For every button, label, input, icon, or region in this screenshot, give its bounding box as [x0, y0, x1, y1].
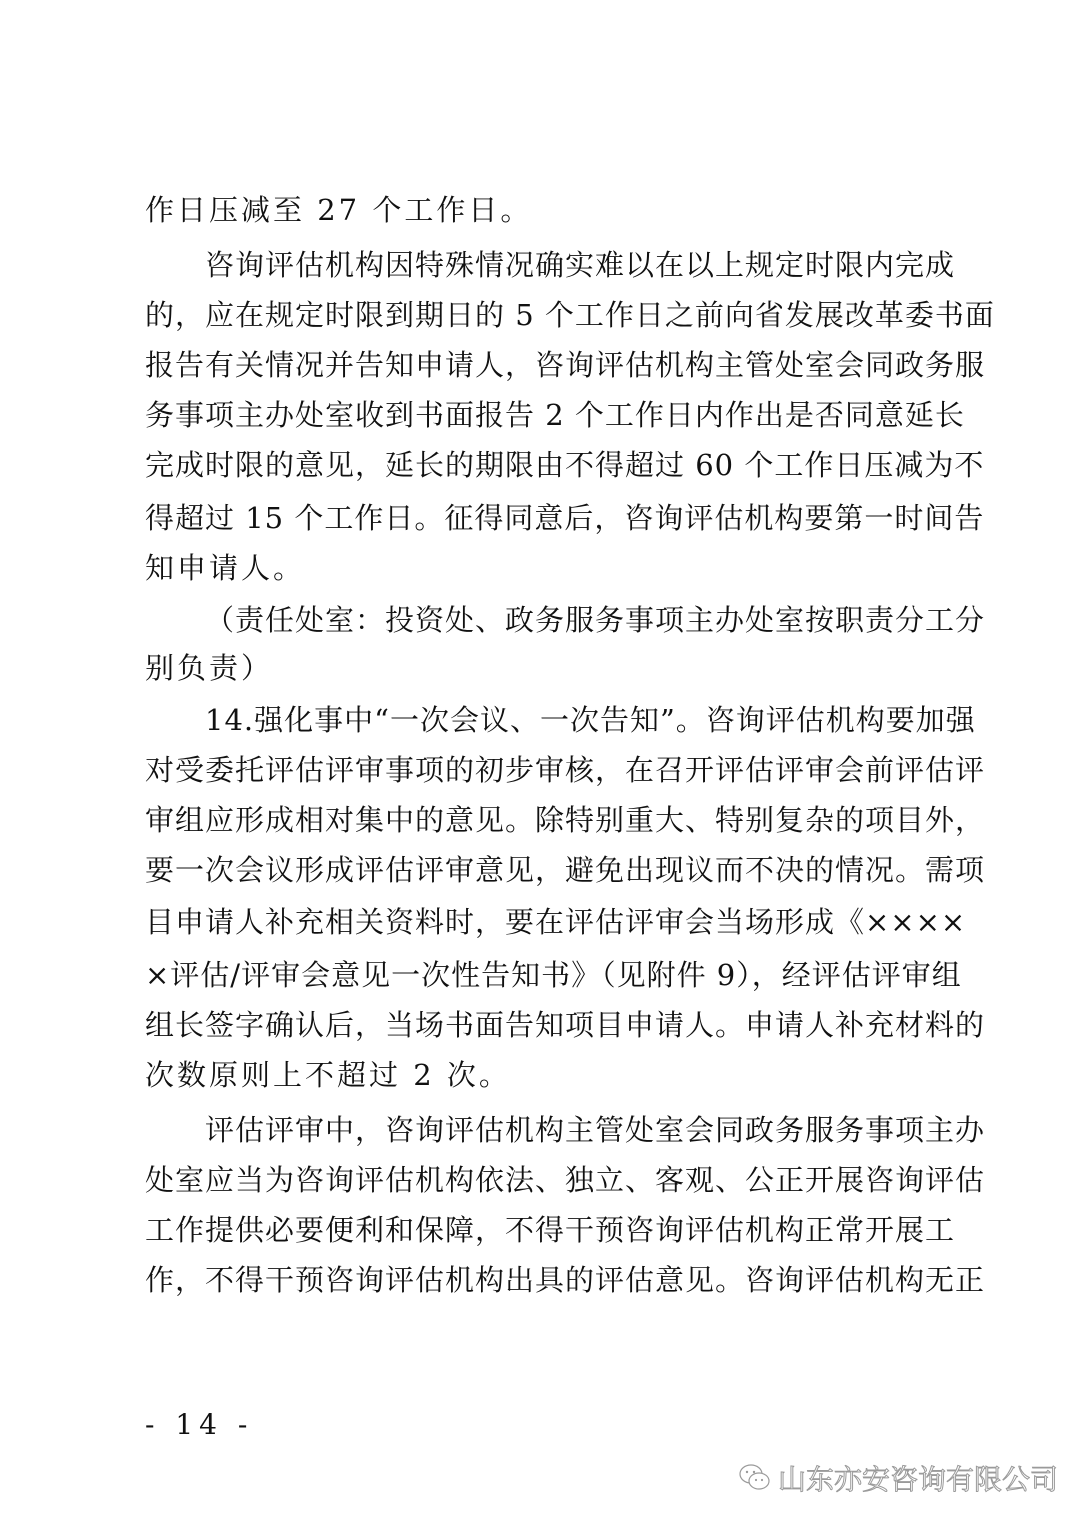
text-line: 次数原则上不超过 2 次。 — [145, 1058, 511, 1092]
text-line: 工作提供必要便利和保障，不得干预咨询评估机构正常开展工 — [145, 1213, 956, 1247]
text-line: 别负责） — [145, 651, 274, 685]
text-line: 报告有关情况并告知申请人，咨询评估机构主管处室会同政务服 — [145, 348, 986, 382]
text-line: 组长签字确认后，当场书面告知项目申请人。申请人补充材料的 — [145, 1008, 986, 1042]
text-line: ×评估/评审会意见一次性告知书》（见附件 9），经评估评审组 — [145, 958, 962, 992]
text-line: 评估评审中，咨询评估机构主管处室会同政务服务事项主办 — [205, 1113, 986, 1147]
text-line: 的，应在规定时限到期日的 5 个工作日之前向省发展改革委书面 — [145, 298, 995, 332]
text-line: 得超过 15 个工作日。征得同意后，咨询评估机构要第一时间告 — [145, 501, 985, 535]
wechat-icon — [738, 1461, 772, 1495]
text-line: （责任处室：投资处、政务服务事项主办处室按职责分工分 — [205, 603, 986, 637]
watermark-text: 山东亦安咨询有限公司 — [778, 1463, 1059, 1496]
watermark — [738, 1458, 1058, 1498]
text-line: 要一次会议形成评估评审意见，避免出现议而不决的情况。需项 — [145, 853, 986, 887]
text-line: 知申请人。 — [145, 551, 306, 585]
text-line: 目申请人补充相关资料时，要在评估评审会当场形成《×××× — [145, 905, 967, 939]
text-line: 作，不得干预咨询评估机构出具的评估意见。咨询评估机构无正 — [145, 1263, 986, 1297]
section-heading-line: 14.强化事中“一次会议、一次告知”。咨询评估机构要加强 — [205, 703, 976, 737]
text-line: 对受委托评估评审事项的初步审核，在召开评估评审会前评估评 — [145, 753, 986, 787]
text-line: 作日压减至 27 个工作日。 — [145, 193, 533, 227]
text-line: 处室应当为咨询评估机构依法、独立、客观、公正开展咨询评估 — [145, 1163, 986, 1197]
text-line: 务事项主办处室收到书面报告 2 个工作日内作出是否同意延长 — [145, 398, 965, 432]
text-line: 完成时限的意见，延长的期限由不得超过 60 个工作日压减为不 — [145, 448, 985, 482]
page-number: - 14 - — [145, 1408, 254, 1441]
text-line: 咨询评估机构因特殊情况确实难以在以上规定时限内完成 — [205, 248, 956, 282]
text-line: 审组应形成相对集中的意见。除特别重大、特别复杂的项目外， — [145, 803, 986, 837]
